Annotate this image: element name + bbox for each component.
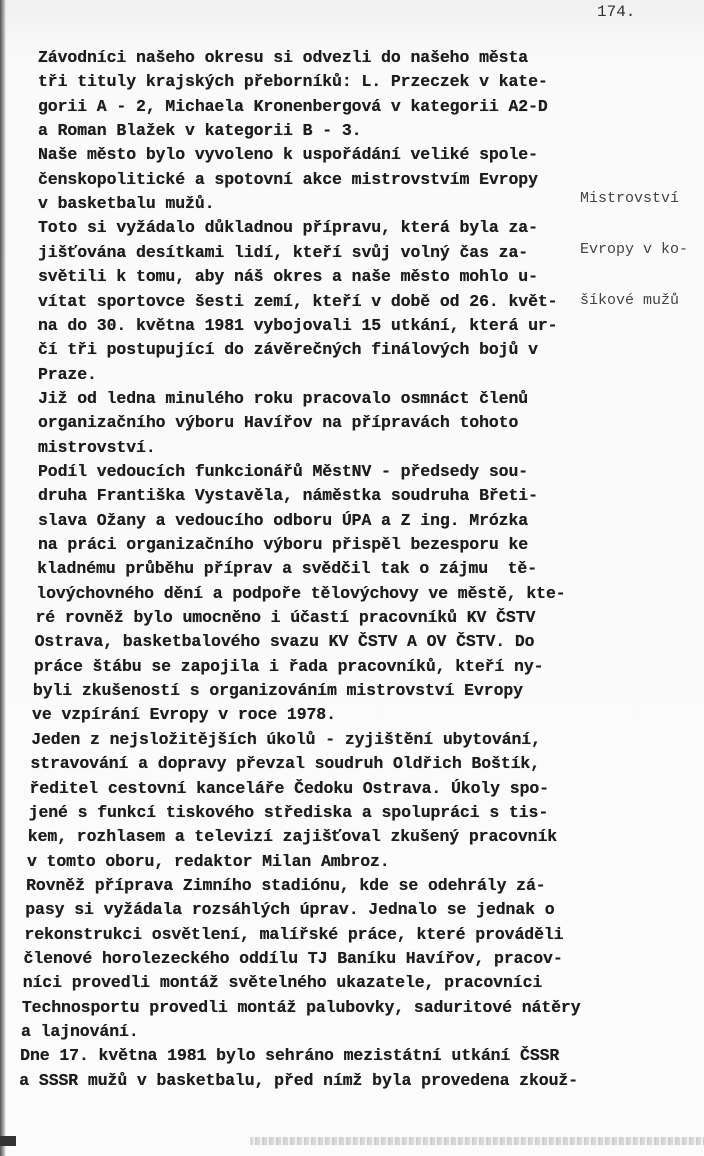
margin-note-line: šíkové mužů [580,292,680,309]
margin-note [580,156,688,326]
text-line: ve vzpírání Evropy v roce 1978. [32,705,336,725]
text-line: ré rovněž bylo umocněno i účastí pracovníků KV ČSTV [35,608,536,628]
text-line: Technosportu provedli montáž palubovky, saduritové nátěry [21,997,581,1017]
text-line: rekonstrukci osvětlení, malířské práce, které prováděli [24,924,564,944]
text-line: slava Ožany a vedoucího odboru ÚPA a Z ing. Mrózka [38,510,529,530]
text-line: členové horolezeckého oddílu TJ Baníku Havířov, pracov- [23,948,563,968]
text-line: a SSSR mužů v basketbalu, před nímž byla provedena zkouž- [19,1070,578,1090]
text-line: Již od ledna minulého roku pracovalo osmnáct členů [38,388,529,408]
text-line: tři tituly krajských přeborníků: L. Przeczek v kate- [38,72,548,92]
text-line: světili k tomu, aby náš okres a naše město mohlo u- [38,267,538,287]
page-number: 174. [597,3,636,21]
text-line: a Roman Blažek v kategorii B - 3. [38,121,362,141]
text-line: Naše město bylo vyvoleno k uspořádání veliké spole- [38,145,538,165]
scan-bottom-noise [250,1137,704,1145]
text-line: práce štábu se zapojila i řada pracovníků, kteří ny- [33,656,544,676]
text-line: čenskopolitické a spotovní akce mistrovstvím Evropy [38,169,538,189]
text-line: na práci organizačního výboru přispěl bezesporu ke [38,535,529,554]
text-line: v basketbalu mužů. [38,194,215,214]
text-line: Závodníci našeho okresu si odvezli do našeho města [38,48,529,67]
text-line: Rovněž příprava Zimního stadiónu, kde se odehrály zá- [26,875,546,895]
text-line: byli zkušeností s organizováním mistrovství Evropy [32,681,523,701]
text-line: na do 30. května 1981 vybojovali 15 utkání, která ur- [38,315,558,335]
scan-edge-shadow [0,0,6,1156]
text-line: čí tři postupující do závěrečných finálových bojů v [38,340,538,360]
text-line: a lajnování. [21,1022,139,1041]
text-line: Toto si vyžádalo důkladnou přípravu, která byla za- [38,218,538,238]
text-line: v tomto oboru, redaktor Milan Ambroz. [26,851,390,871]
text-line: stravování a dopravy převzal soudruh Oldřich Boštík, [30,754,541,774]
text-line: Praze. [38,364,97,384]
text-line: kem, rozhlasem a televizí zajišťoval zkušený pracovník [27,827,558,847]
text-line: Dne 17. května 1981 bylo sehráno mezistátní utkání ČSSR [20,1046,560,1066]
text-line: jené s funkcí tiskového střediska a spolupráci s tis- [28,802,549,822]
margin-note-line: Evropy v ko- [580,241,689,258]
text-line: organizačního výboru Havířov na přípravách tohoto [38,413,519,433]
margin-note-line: Mistrovství [580,190,680,207]
text-line: lovýchovného dění a podpoře tělovýchovy ve městě, kte- [36,583,566,603]
text-line: Podíl vedoucích funkcionářů MěstNV - předsedy sou- [38,461,529,481]
text-line: Ostrava, basketbalového svazu KV ČSTV A OV ČSTV. Do [34,632,535,652]
text-line: ředitel cestovní kanceláře Čedoku Ostrava. Úkoly spo- [29,778,549,798]
scan-corner-mark [0,1136,16,1146]
text-line: kladnému průběhu příprav a svědčil tak o zájmu tě- [37,559,538,579]
text-line: mistrovství. [38,437,156,457]
text-line: druha Františka Vystavěla, náměstka soudruha Břeti- [38,486,538,506]
text-line: níci provedli montáž světelného ukazatele, pracovníci [22,973,543,993]
text-line: Jeden z nejsložitějších úkolů - zyjištění ubytování, [31,729,541,749]
text-line: vítat sportovce šesti zemí, kteří v době od 26. květ- [38,291,558,311]
text-line: pasy si vyžádala rozsáhlých úprav. Jednalo se jednak o [25,900,555,920]
text-line: gorii A - 2, Michaela Kronenbergová v kategorii A2-D [38,96,548,116]
text-line: jišťována desítkami lidí, kteří svůj volný čas za- [38,242,529,262]
